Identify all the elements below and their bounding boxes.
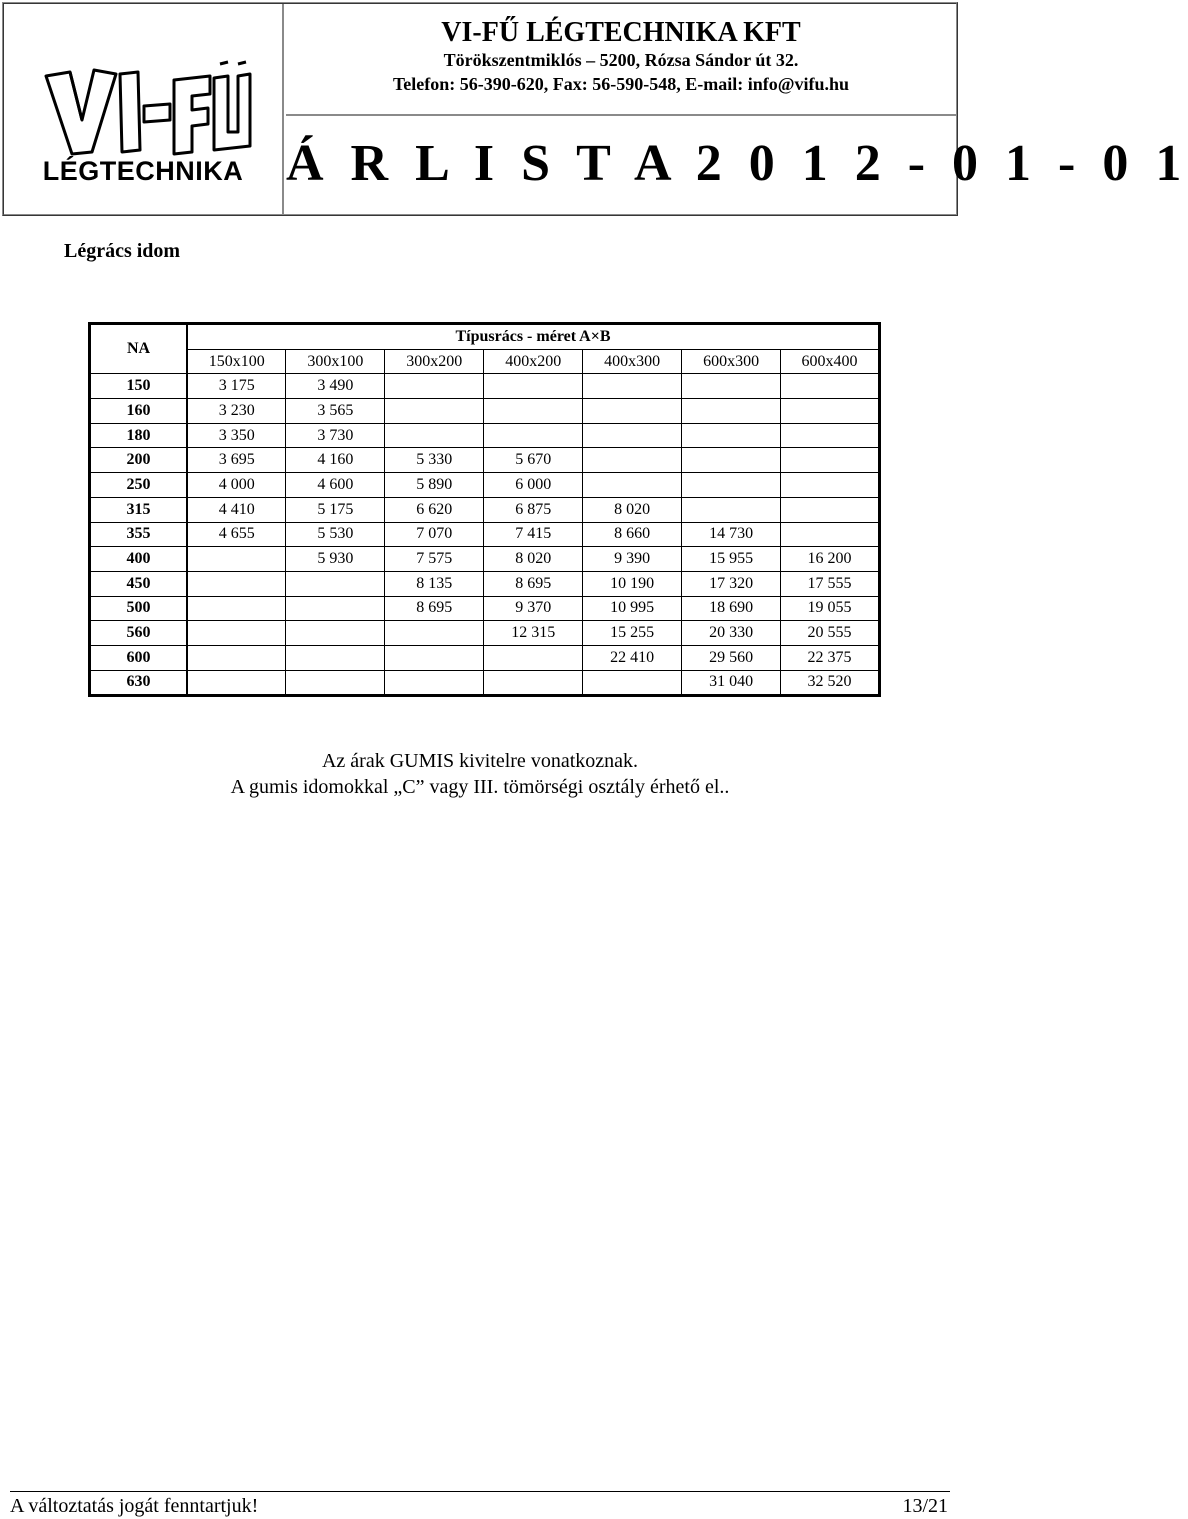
company-address: Törökszentmiklós – 5200, Rózsa Sándor út 32. — [443, 50, 799, 70]
title-box — [286, 116, 1188, 212]
price-cell: 16 200 — [781, 547, 880, 572]
price-cell: 18 690 — [682, 596, 781, 621]
column-header: 600x300 — [682, 349, 781, 374]
price-cell: 9 390 — [583, 547, 682, 572]
price-cell: 7 575 — [385, 547, 484, 572]
price-cell — [187, 547, 286, 572]
price-cell: 6 000 — [484, 473, 583, 498]
table-row — [90, 448, 880, 473]
row-label: 200 — [90, 448, 188, 473]
price-cell: 3 730 — [286, 423, 385, 448]
price-cell — [187, 596, 286, 621]
table-body — [90, 374, 880, 696]
price-cell: 10 995 — [583, 596, 682, 621]
footer-disclaimer: A változtatás jogát fenntartjuk! — [10, 1495, 259, 1517]
table-row — [90, 670, 880, 696]
price-cell: 4 600 — [286, 473, 385, 498]
table-row — [90, 621, 880, 646]
price-cell: 31 040 — [682, 670, 781, 696]
price-cell: 5 330 — [385, 448, 484, 473]
price-cell: 8 695 — [484, 571, 583, 596]
row-header: NA — [90, 324, 188, 374]
price-cell — [187, 670, 286, 696]
column-header: 400x200 — [484, 349, 583, 374]
row-label: 400 — [90, 547, 188, 572]
price-cell: 17 320 — [682, 571, 781, 596]
price-cell: 8 020 — [484, 547, 583, 572]
price-cell — [385, 399, 484, 424]
price-cell — [484, 423, 583, 448]
price-cell: 8 020 — [583, 497, 682, 522]
price-cell: 3 350 — [187, 423, 286, 448]
table-row — [90, 473, 880, 498]
price-cell — [385, 670, 484, 696]
table-row — [90, 571, 880, 596]
price-cell: 5 530 — [286, 522, 385, 547]
row-label: 315 — [90, 497, 188, 522]
price-cell: 20 555 — [781, 621, 880, 646]
price-cell — [781, 423, 880, 448]
row-label: 560 — [90, 621, 188, 646]
price-cell — [385, 374, 484, 399]
price-cell: 7 415 — [484, 522, 583, 547]
table-row — [90, 522, 880, 547]
column-header-row — [90, 349, 880, 374]
column-header: 150x100 — [187, 349, 286, 374]
price-cell — [385, 621, 484, 646]
table-row — [90, 497, 880, 522]
price-cell — [583, 423, 682, 448]
price-cell: 22 375 — [781, 645, 880, 670]
price-cell: 19 055 — [781, 596, 880, 621]
price-cell: 4 000 — [187, 473, 286, 498]
price-cell: 8 135 — [385, 571, 484, 596]
price-cell — [682, 497, 781, 522]
row-label: 150 — [90, 374, 188, 399]
price-cell: 22 410 — [583, 645, 682, 670]
row-label: 250 — [90, 473, 188, 498]
group-header: Típusrács - méret A×B — [187, 324, 880, 350]
logo-mark-icon — [42, 62, 252, 162]
page-number: 13/21 — [902, 1495, 948, 1517]
price-cell — [682, 448, 781, 473]
price-cell — [385, 645, 484, 670]
price-cell — [682, 423, 781, 448]
price-cell — [286, 670, 385, 696]
price-cell: 5 890 — [385, 473, 484, 498]
table-row — [90, 374, 880, 399]
company-contact: Telefon: 56-390-620, Fax: 56-590-548, E-mail: info@vifu.hu — [392, 74, 850, 94]
price-cell: 20 330 — [682, 621, 781, 646]
table-row — [90, 645, 880, 670]
price-cell — [781, 497, 880, 522]
table-row — [90, 423, 880, 448]
price-cell — [286, 571, 385, 596]
logo — [4, 4, 284, 214]
price-cell — [583, 374, 682, 399]
price-cell — [484, 399, 583, 424]
page-title: Á R L I S T A 2 0 1 2 - 0 1 - 0 1 — [286, 135, 1188, 192]
price-cell — [187, 621, 286, 646]
table-row — [90, 399, 880, 424]
row-label: 630 — [90, 670, 188, 696]
price-cell: 3 490 — [286, 374, 385, 399]
price-cell: 3 695 — [187, 448, 286, 473]
price-cell — [682, 473, 781, 498]
company-info — [286, 4, 956, 116]
price-cell — [286, 596, 385, 621]
notes — [0, 748, 960, 800]
note-line: A gumis idomokkal „C” vagy III. tömörségi osztály érhető el.. — [230, 776, 730, 798]
table-row — [90, 547, 880, 572]
price-cell: 3 175 — [187, 374, 286, 399]
table-row — [90, 596, 880, 621]
price-cell — [484, 670, 583, 696]
price-cell — [286, 621, 385, 646]
column-header: 300x100 — [286, 349, 385, 374]
price-cell: 6 620 — [385, 497, 484, 522]
price-cell — [682, 374, 781, 399]
document-header — [2, 2, 1188, 216]
price-cell: 15 255 — [583, 621, 682, 646]
price-cell — [781, 473, 880, 498]
price-cell: 14 730 — [682, 522, 781, 547]
price-cell: 3 230 — [187, 399, 286, 424]
price-cell: 5 670 — [484, 448, 583, 473]
logo-caption: LÉGTECHNIKA — [42, 156, 244, 186]
row-label: 160 — [90, 399, 188, 424]
price-cell — [781, 448, 880, 473]
price-cell: 17 555 — [781, 571, 880, 596]
price-cell — [484, 645, 583, 670]
price-cell: 10 190 — [583, 571, 682, 596]
price-cell: 29 560 — [682, 645, 781, 670]
company-name: VI-FŰ LÉGTECHNIKA KFT — [441, 17, 801, 48]
note-line: Az árak GUMIS kivitelre vonatkoznak. — [321, 750, 638, 772]
row-label: 450 — [90, 571, 188, 596]
price-cell: 3 565 — [286, 399, 385, 424]
price-cell — [781, 522, 880, 547]
price-cell: 5 930 — [286, 547, 385, 572]
price-cell — [781, 374, 880, 399]
price-cell: 4 655 — [187, 522, 286, 547]
price-cell — [187, 571, 286, 596]
price-cell — [583, 670, 682, 696]
price-cell — [583, 473, 682, 498]
price-cell — [385, 423, 484, 448]
price-cell — [583, 448, 682, 473]
price-cell: 6 875 — [484, 497, 583, 522]
price-cell: 8 695 — [385, 596, 484, 621]
row-label: 600 — [90, 645, 188, 670]
price-cell: 7 070 — [385, 522, 484, 547]
price-cell — [781, 399, 880, 424]
row-label: 355 — [90, 522, 188, 547]
price-cell — [484, 374, 583, 399]
row-label: 500 — [90, 596, 188, 621]
price-cell: 8 660 — [583, 522, 682, 547]
price-table — [88, 322, 881, 697]
column-header: 300x200 — [385, 349, 484, 374]
price-cell — [682, 399, 781, 424]
price-cell — [187, 645, 286, 670]
section-title: Légrács idom — [64, 240, 181, 262]
column-header: 600x400 — [781, 349, 880, 374]
price-cell: 15 955 — [682, 547, 781, 572]
price-cell: 4 160 — [286, 448, 385, 473]
row-label: 180 — [90, 423, 188, 448]
price-cell: 5 175 — [286, 497, 385, 522]
price-cell: 32 520 — [781, 670, 880, 696]
price-cell: 4 410 — [187, 497, 286, 522]
price-cell — [286, 645, 385, 670]
price-cell — [583, 399, 682, 424]
price-cell: 9 370 — [484, 596, 583, 621]
column-header: 400x300 — [583, 349, 682, 374]
price-cell: 12 315 — [484, 621, 583, 646]
footer-divider — [10, 1491, 950, 1492]
